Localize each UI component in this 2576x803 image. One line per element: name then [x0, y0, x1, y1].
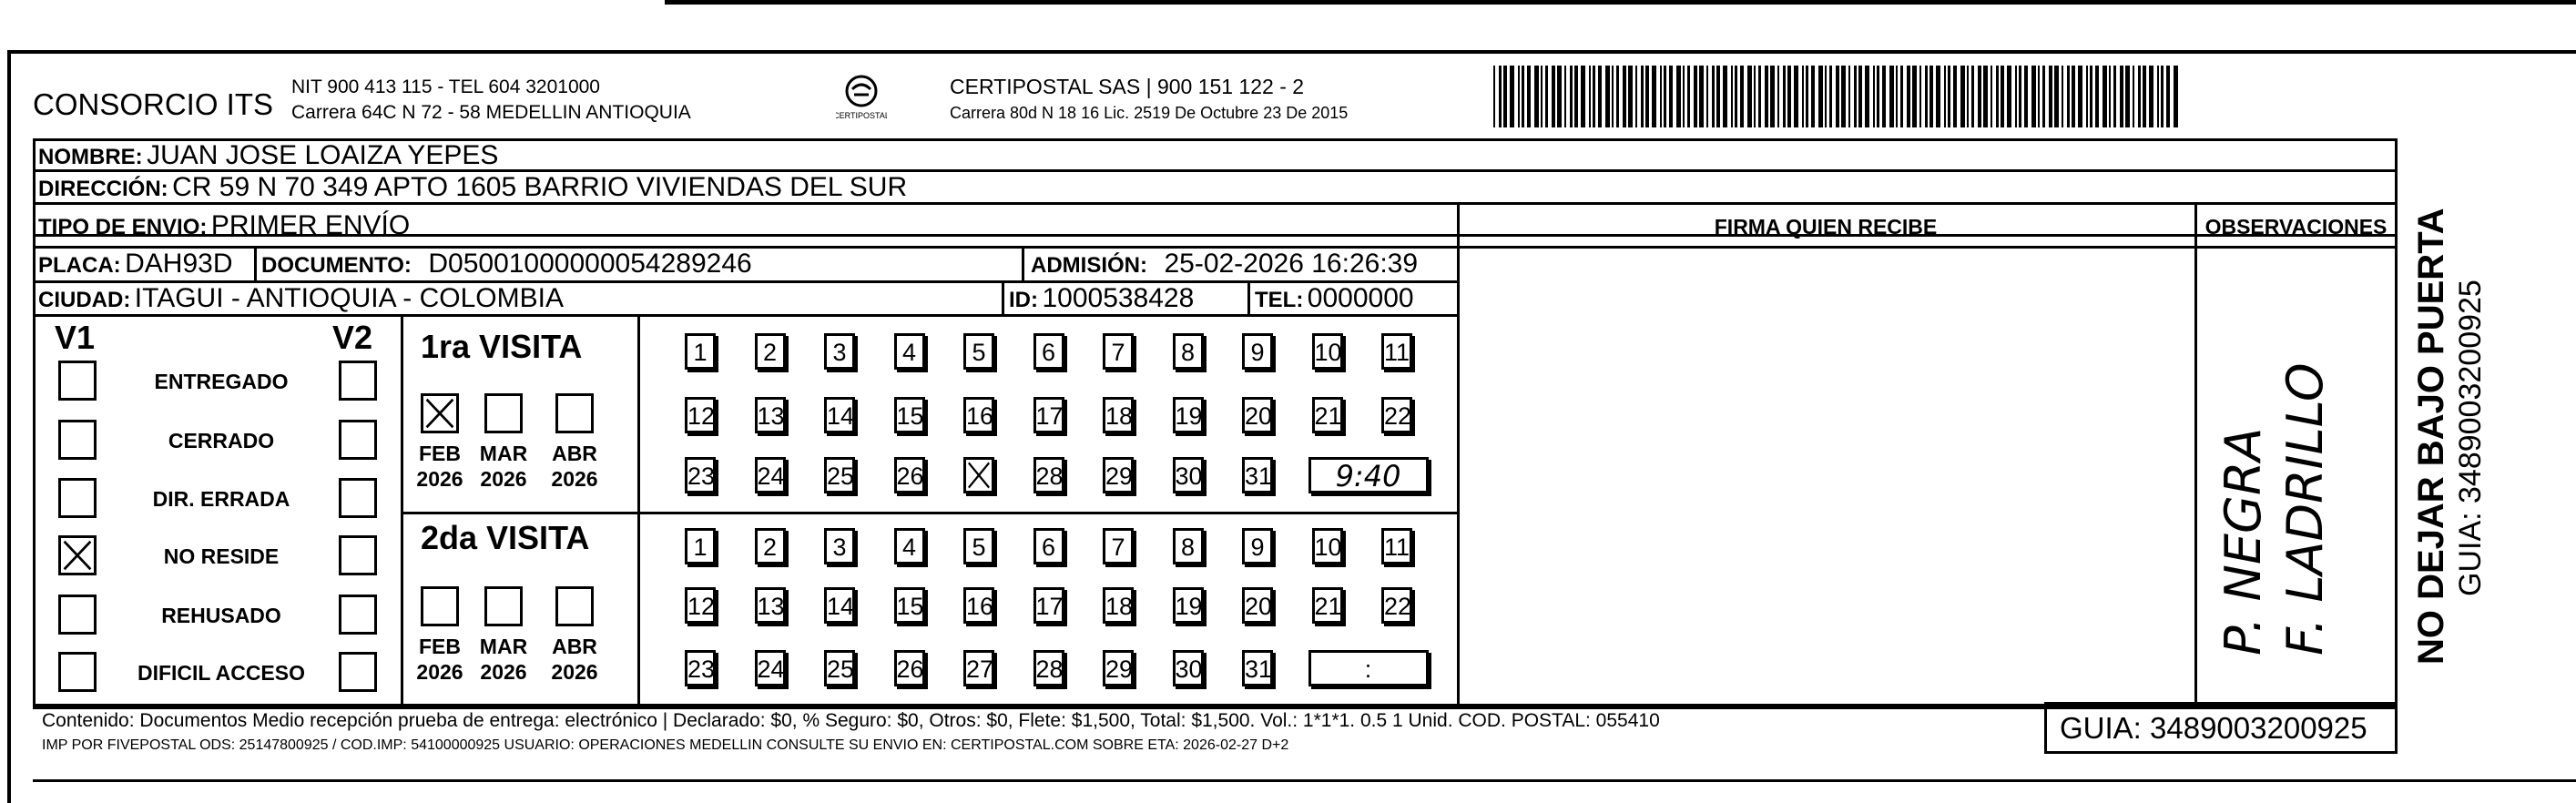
admision-value: 25-02-2026 16:26:39 [1164, 249, 1419, 279]
barcode-bar [1557, 66, 1562, 127]
direccion-label: DIRECCIÓN: [38, 177, 168, 201]
side-guia: GUIA: 3489003200925 [2453, 280, 2488, 596]
day-box[interactable]: 24 [755, 457, 786, 493]
barcode-bar [1616, 66, 1619, 127]
label-left-edge [7, 50, 11, 803]
barcode-bar [1664, 66, 1666, 127]
company-nit-tel: NIT 900 413 115 - TEL 604 3201000 [291, 76, 600, 97]
barcode-bar [2090, 66, 2092, 127]
barcode-bar [1829, 66, 1832, 127]
day-box[interactable]: 13 [755, 397, 786, 433]
day-box[interactable]: 16 [963, 587, 994, 624]
day-box[interactable]: 3 [824, 528, 855, 564]
day-box[interactable]: 30 [1173, 457, 1204, 493]
barcode-bar [1660, 66, 1662, 127]
status-label: ENTREGADO [154, 370, 289, 393]
logo-caption: CERTIPOSTAL [836, 111, 887, 120]
barcode-bar [1731, 66, 1733, 127]
barcode-bar [1858, 66, 1862, 127]
day-box[interactable]: 14 [824, 587, 855, 624]
v2-checkbox[interactable] [339, 595, 377, 635]
barcode-bar [1900, 66, 1903, 127]
barcode-bar [2157, 66, 2159, 127]
barcode-bar [1777, 66, 1779, 127]
day-box[interactable]: 14 [824, 397, 855, 433]
barcode-bar [1623, 66, 1626, 127]
barcode-bar [2001, 66, 2004, 127]
tel-cell [1255, 283, 1414, 314]
day-box[interactable]: 9 [1242, 333, 1273, 370]
day-box[interactable]: 9 [1242, 528, 1273, 564]
barcode-bar [2120, 66, 2123, 127]
v2-checkbox[interactable] [339, 420, 377, 460]
visit1-title: 1ra VISITA [421, 328, 583, 365]
placa-label: PLACA: [38, 253, 121, 278]
barcode-bar [1953, 66, 1957, 127]
ciudad-value: ITAGUI - ANTIOQUIA - COLOMBIA [134, 283, 564, 313]
ciudad-label: CIUDAD: [38, 288, 131, 312]
barcode-bar [2019, 66, 2021, 127]
month-label: MAR 2026 [479, 442, 528, 491]
day-box[interactable]: 22 [1381, 587, 1412, 624]
barcode-bar [1865, 66, 1869, 127]
barcode-bar [1806, 66, 1808, 127]
documento-value: D05001000000054289246 [428, 249, 752, 279]
barcode-bar [1991, 66, 1992, 127]
observacion-handwriting-1: P. NEGRA [2215, 427, 2272, 656]
barcode-bar [1912, 66, 1917, 127]
id-cell [1009, 283, 1194, 314]
time-box[interactable]: : [1308, 650, 1429, 686]
barcode-bar [1971, 66, 1974, 127]
day-box[interactable]: 19 [1173, 397, 1204, 433]
barcode-bar [1983, 66, 1988, 127]
day-box[interactable]: 30 [1173, 650, 1204, 686]
signature-area[interactable] [1462, 251, 2191, 703]
barcode-bar [2166, 66, 2170, 127]
day-box[interactable]: 18 [1103, 587, 1134, 624]
v1-checkbox[interactable] [58, 535, 97, 575]
barcode-bar [1706, 66, 1708, 127]
company-address: Carrera 64C N 72 - 58 MEDELLIN ANTIOQUIA [291, 102, 691, 123]
day-box[interactable]: 26 [894, 650, 925, 686]
month-checkbox[interactable] [555, 393, 594, 433]
barcode-bar [1699, 66, 1704, 127]
id-value: 1000538428 [1042, 283, 1195, 313]
day-box[interactable]: 1 [685, 333, 716, 370]
certipostal-logo [836, 73, 887, 124]
barcode-bar [1944, 66, 1946, 127]
barcode-bar [1518, 66, 1520, 127]
day-box[interactable]: 17 [1033, 397, 1064, 433]
barcode-bar [1593, 66, 1595, 127]
barcode-bar [1612, 66, 1614, 127]
barcode-bar [1889, 66, 1894, 127]
tel-label: TEL: [1255, 288, 1304, 312]
day-box[interactable]: 15 [894, 397, 925, 433]
tipo-value: PRIMER ENVÍO [210, 210, 411, 240]
v2-checkbox[interactable] [339, 361, 377, 401]
nombre-row [38, 140, 498, 171]
footer-guia: GUIA: 3489003200925 [2060, 711, 2367, 745]
barcode-bar [2054, 66, 2059, 127]
barcode-bar [2078, 66, 2082, 127]
barcode-bar [1919, 66, 1921, 127]
day-box[interactable]: 24 [755, 650, 786, 686]
day-box[interactable]: 28 [1033, 457, 1064, 493]
day-box[interactable]: 5 [963, 333, 994, 370]
barcode-bar [1735, 66, 1737, 127]
barcode-bar [1570, 66, 1573, 127]
day-box[interactable]: 25 [824, 457, 855, 493]
month-checkbox[interactable] [484, 586, 523, 626]
v2-checkbox[interactable] [339, 535, 377, 575]
status-label: REHUSADO [161, 604, 281, 627]
v1-checkbox[interactable] [58, 652, 97, 692]
footer-line1: Contenido: Documentos Medio recepción prueba de entrega: electrónico | Declarado: $0, % Seguro: $0, Otros: $0, Flete: $1,500, Total: $1,500. Vol.: 1*1*1. 0.5 1 Unid. COD. POSTAL: 055410 [42, 710, 1660, 731]
barcode-bar [1960, 66, 1965, 127]
barcode-bar [2113, 66, 2116, 127]
month-checkbox[interactable] [484, 393, 523, 433]
ciudad-cell [38, 283, 564, 314]
barcode-bar [1825, 66, 1827, 127]
barcode [1493, 66, 2178, 127]
day-box[interactable]: 7 [1103, 333, 1134, 370]
barcode-bar [2109, 66, 2111, 127]
side-warning: NO DEJAR BAJO PUERTA [2411, 208, 2451, 665]
barcode-bar [1758, 66, 1761, 127]
barcode-bar [1574, 66, 1578, 127]
barcode-bar [1978, 66, 1981, 127]
day-box[interactable]: 6 [1033, 528, 1064, 564]
barcode-bar [1598, 66, 1602, 127]
nombre-label: NOMBRE: [38, 145, 143, 169]
barcode-bar [1716, 66, 1720, 127]
label-top-edge [7, 50, 2576, 54]
barcode-bar [1747, 66, 1752, 127]
barcode-bar [1628, 66, 1633, 127]
barcode-bar [1818, 66, 1823, 127]
month-checkbox[interactable] [555, 586, 594, 626]
barcode-bar [1836, 66, 1839, 127]
day-box[interactable]: 21 [1312, 397, 1343, 433]
barcode-bars [1493, 66, 2178, 127]
documento-cell [261, 249, 752, 280]
day-box[interactable]: 20 [1242, 587, 1273, 624]
day-box[interactable]: 29 [1103, 457, 1134, 493]
month-checkbox[interactable] [421, 586, 459, 626]
barcode-bar [1641, 66, 1644, 127]
observaciones-header: OBSERVACIONES [2204, 215, 2388, 239]
barcode-bar [1605, 66, 1610, 127]
day-box[interactable]: 20 [1242, 397, 1273, 433]
barcode-bar [1635, 66, 1637, 127]
carrier-address: Carrera 80d N 18 16 Lic. 2519 De Octubre 23 De 2015 [950, 104, 1349, 122]
day-box[interactable]: 3 [824, 333, 855, 370]
month-label: FEB 2026 [416, 442, 463, 491]
barcode-bar [1740, 66, 1744, 127]
status-label: DIFICIL ACCESO [137, 661, 305, 685]
day-box[interactable]: 8 [1173, 333, 1204, 370]
barcode-bar [1929, 66, 1933, 127]
day-box[interactable]: 4 [894, 528, 925, 564]
barcode-bar [1896, 66, 1898, 127]
barcode-bar [2174, 66, 2178, 127]
barcode-bar [1936, 66, 1940, 127]
carrier-name: CERTIPOSTAL SAS | 900 151 122 - 2 [950, 75, 1305, 98]
status-label: CERRADO [168, 429, 275, 452]
barcode-bar [1687, 66, 1690, 127]
barcode-bar [2031, 66, 2036, 127]
barcode-bar [1694, 66, 1697, 127]
barcode-bar [1877, 66, 1879, 127]
day-box[interactable]: 19 [1173, 587, 1204, 624]
month-label: ABR 2026 [551, 635, 598, 684]
barcode-bar [1510, 66, 1514, 127]
barcode-bar [1581, 66, 1585, 127]
v2-checkbox[interactable] [339, 478, 377, 518]
barcode-bar [1754, 66, 1756, 127]
day-box[interactable]: 18 [1103, 397, 1134, 433]
day-box[interactable]: 7 [1103, 528, 1134, 564]
status-label: DIR. ERRADA [152, 487, 290, 511]
barcode-bar [1907, 66, 1910, 127]
barcode-bar [1503, 66, 1507, 127]
barcode-bar [1676, 66, 1681, 127]
barcode-bar [1712, 66, 1715, 127]
v2-checkbox[interactable] [339, 652, 377, 692]
barcode-bar [2143, 66, 2146, 127]
barcode-bar [1996, 66, 1999, 127]
barcode-bar [1967, 66, 1969, 127]
barcode-bar [1589, 66, 1591, 127]
barcode-bar [1545, 66, 1548, 127]
time-box[interactable]: 9:40 [1308, 457, 1429, 493]
day-box[interactable]: 16 [963, 397, 994, 433]
day-box[interactable]: 21 [1312, 587, 1343, 624]
barcode-bar [1873, 66, 1875, 127]
day-box[interactable]: 10 [1312, 528, 1343, 564]
barcode-bar [2161, 66, 2164, 127]
tel-value: 0000000 [1307, 283, 1414, 313]
barcode-bar [1948, 66, 1950, 127]
day-box[interactable]: 5 [963, 528, 994, 564]
day-box[interactable] [963, 457, 994, 493]
visit2-title: 2da VISITA [421, 519, 590, 556]
day-box[interactable]: 15 [894, 587, 925, 624]
day-box[interactable]: 1 [685, 528, 716, 564]
v1-checkbox[interactable] [58, 478, 97, 518]
day-box[interactable]: 23 [685, 650, 716, 686]
direccion-row [38, 172, 907, 203]
observacion-handwriting-2: F. LADRILLO [2276, 362, 2334, 656]
tipo-label: TIPO DE ENVIO: [38, 215, 208, 239]
day-box[interactable]: 28 [1033, 650, 1064, 686]
barcode-bar [1499, 66, 1502, 127]
firma-header: FIRMA QUIEN RECIBE [1714, 215, 1938, 239]
barcode-bar [1652, 66, 1656, 127]
v2-header: V2 [332, 319, 373, 356]
barcode-bar [1552, 66, 1555, 127]
barcode-bar [2007, 66, 2011, 127]
barcode-bar [1802, 66, 1804, 127]
day-box[interactable]: 25 [824, 650, 855, 686]
barcode-bar [1811, 66, 1815, 127]
v1-checkbox[interactable] [58, 595, 97, 635]
placa-cell [38, 249, 232, 280]
v1-checkbox[interactable] [58, 361, 97, 401]
month-label: FEB 2026 [416, 635, 463, 684]
barcode-bar [1493, 66, 1495, 127]
barcode-bar [1794, 66, 1798, 127]
barcode-bar [1765, 66, 1768, 127]
barcode-bar [2086, 66, 2088, 127]
barcode-bar [1683, 66, 1685, 127]
barcode-bar [2133, 66, 2134, 127]
id-label: ID: [1009, 288, 1038, 312]
month-label: ABR 2026 [551, 442, 598, 491]
admision-label: ADMISIÓN: [1031, 253, 1147, 278]
barcode-bar [1841, 66, 1846, 127]
label-bottom-edge [33, 779, 2576, 782]
barcode-bar [2015, 66, 2017, 127]
barcode-bar [1848, 66, 1850, 127]
placa-value: DAH93D [125, 249, 233, 279]
tipo-row [38, 210, 410, 241]
barcode-bar [1770, 66, 1775, 127]
nombre-value: JUAN JOSE LOAIZA YEPES [147, 140, 499, 170]
barcode-bar [2038, 66, 2040, 127]
day-box[interactable]: 2 [755, 528, 786, 564]
barcode-bar [2149, 66, 2153, 127]
barcode-bar [2138, 66, 2141, 127]
day-box[interactable]: 12 [685, 397, 716, 433]
documento-label: DOCUMENTO: [261, 253, 412, 278]
barcode-bar [2103, 66, 2107, 127]
v1-header: V1 [55, 319, 96, 356]
barcode-bar [1882, 66, 1886, 127]
barcode-bar [1564, 66, 1566, 127]
day-box[interactable]: 11 [1381, 528, 1412, 564]
admision-cell [1031, 249, 1418, 280]
day-box[interactable]: 26 [894, 457, 925, 493]
day-box[interactable]: 2 [755, 333, 786, 370]
barcode-bar [1541, 66, 1543, 127]
barcode-bar [1787, 66, 1791, 127]
v1-checkbox[interactable] [58, 420, 97, 460]
day-box[interactable]: 29 [1103, 650, 1134, 686]
day-box[interactable]: 17 [1033, 587, 1064, 624]
day-box[interactable]: 13 [755, 587, 786, 624]
month-checkbox[interactable] [421, 393, 459, 433]
day-box[interactable]: 31 [1242, 650, 1273, 686]
barcode-bar [2062, 66, 2063, 127]
day-box[interactable]: 4 [894, 333, 925, 370]
barcode-bar [1527, 66, 1531, 127]
barcode-bar [2024, 66, 2028, 127]
barcode-bar [1522, 66, 1524, 127]
barcode-bar [2125, 66, 2130, 127]
barcode-bar [1925, 66, 1928, 127]
day-box[interactable]: 22 [1381, 397, 1412, 433]
barcode-bar [1783, 66, 1786, 127]
footer-line2: IMP POR FIVEPOSTAL ODS: 25147800925 / COD.IMP: 54100000925 USUARIO: OPERACIONES MEDELLIN CONSULTE SU ENVIO EN: CERTIPOSTAL.COM SOBRE ETA: 2026-02-27 D+2 [42, 737, 1289, 753]
day-box[interactable]: 11 [1381, 333, 1412, 370]
barcode-bar [2049, 66, 2052, 127]
status-label: NO RESIDE [163, 544, 280, 568]
barcode-bar [2042, 66, 2045, 127]
barcode-bar [2072, 66, 2075, 127]
barcode-bar [1854, 66, 1857, 127]
day-box[interactable]: 27 [963, 650, 994, 686]
day-box[interactable]: 8 [1173, 528, 1204, 564]
barcode-bar [1645, 66, 1649, 127]
barcode-bar [1669, 66, 1673, 127]
barcode-bar [1534, 66, 1539, 127]
day-box[interactable]: 23 [685, 457, 716, 493]
month-label: MAR 2026 [479, 635, 528, 684]
day-box[interactable]: 31 [1242, 457, 1273, 493]
barcode-bar [1723, 66, 1727, 127]
company-name: CONSORCIO ITS [33, 87, 274, 121]
barcode-bar [2067, 66, 2070, 127]
barcode-bar [2095, 66, 2099, 127]
day-box[interactable]: 12 [685, 587, 716, 624]
scan-edge-top [665, 0, 2576, 5]
direccion-value: CR 59 N 70 349 APTO 1605 BARRIO VIVIENDAS DEL SUR [172, 172, 908, 202]
day-box[interactable]: 10 [1312, 333, 1343, 370]
day-box[interactable]: 6 [1033, 333, 1064, 370]
